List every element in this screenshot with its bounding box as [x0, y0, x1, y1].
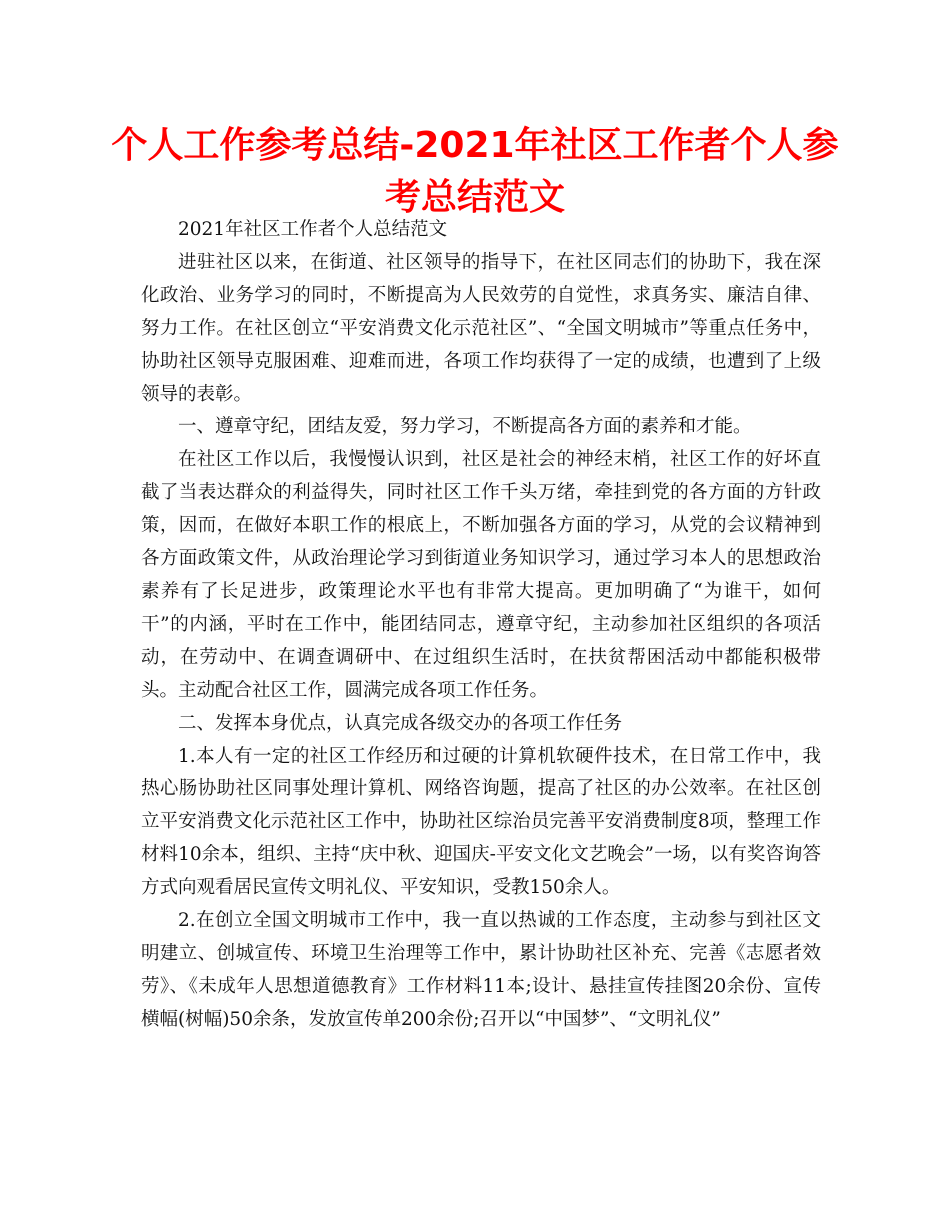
section-2-item-1: 1.本人有一定的社区工作经历和过硬的计算机软硬件技术，在日常工作中，我热心肠协助社区同事处理计算机、网络咨询题，提高了社区的办公效率。在社区创立平安消费文化示范社区工作中，协助社区综治员完善平安消费制度8项，整理工作材料10余本，组织、主持“庆中秋、迎国庆-平安文化文艺晚会”一场，以有奖咨询答方式向观看居民宣传文明礼仪、平安知识，受教150余人。	[141, 745, 821, 899]
document-body	[141, 214, 821, 1037]
intro-paragraph: 进驻社区以来，在街道、社区领导的指导下，在社区同志们的协助下，我在深化政治、业务学习的同时，不断提高为人民效劳的自觉性，求真务实、廉洁自律、努力工作。在社区创立“平安消费文化示范社区”、“全国文明城市”等重点任务中，协助社区领导克服困难、迎难而进，各项工作均获得了一定的成绩，也遭到了上级领导的表彰。	[141, 251, 821, 405]
section-heading-1: 一、遵章守纪，团结友爱，努力学习，不断提高各方面的素养和才能。	[178, 416, 752, 438]
section-2-item-2: 2.在创立全国文明城市工作中，我一直以热诚的工作态度，主动参与到社区文明建立、创城宣传、环境卫生治理等工作中，累计协助社区补充、完善《志愿者效劳》、《未成年人思想道德教育》工作材料11本;设计、悬挂宣传挂图20余份、宣传横幅(树幅)50余条，发放宣传单200余份;召开以“中国梦”、“文明礼仪”	[141, 910, 821, 1030]
section-1-paragraph: 在社区工作以后，我慢慢认识到，社区是社会的神经末梢，社区工作的好坏直截了当表达群众的利益得失，同时社区工作千头万绪，牵挂到党的各方面的方针政策，因而，在做好本职工作的根底上，不断加强各方面的学习，从党的会议精神到各方面政策文件，从政治理论学习到街道业务知识学习，通过学习本人的思想政治素养有了长足进步，政策理论水平也有非常大提高。更加明确了“为谁干，如何干”的内涵，平时在工作中，能团结同志，遵章守纪，主动参加社区组织的各项活动，在劳动中、在调查调研中、在过组织生活时，在扶贫帮困活动中都能积极带头。主动配合社区工作，圆满完成各项工作任务。	[141, 449, 821, 701]
subtitle-paragraph: 2021年社区工作者个人总结范文	[178, 219, 448, 240]
document-title: 个人工作参考总结-2021年社区工作者个人参考总结范文	[111, 125, 839, 218]
section-heading-2: 二、发挥本身优点，认真完成各级交办的各项工作任务	[178, 712, 623, 734]
